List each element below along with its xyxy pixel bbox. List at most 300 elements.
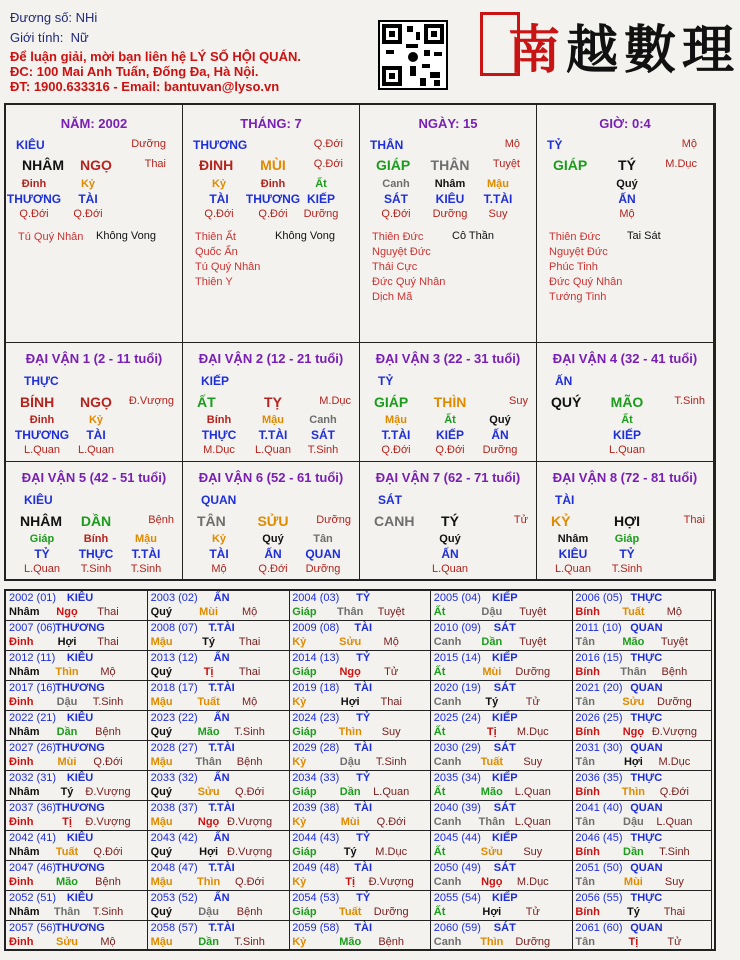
contact-line-1: Để luận giải, mời bạn liên hệ LÝ SỐ HỘI QUÁN. — [10, 49, 301, 64]
luck-period-title: ĐẠI VẬN 5 (42 - 51 tuổi) — [21, 470, 167, 485]
year-branch: Thìn — [480, 936, 504, 948]
luck-stage: Đ.Vượng — [128, 395, 174, 407]
year-god: KIẾP — [491, 712, 518, 724]
year-god: T.TÀI — [208, 802, 235, 814]
hidden-stem-god: SÁT — [384, 192, 408, 206]
luck-hidden-god: TÀI — [86, 428, 106, 442]
brand-logo — [480, 12, 740, 81]
year-label: 2032 (31) — [9, 772, 57, 784]
pillar-stage: Mộ — [504, 138, 520, 150]
year-god: TỶ — [356, 892, 371, 904]
year-branch: Hợi — [340, 696, 360, 708]
annual-cell — [289, 591, 431, 621]
year-branch: Mão — [622, 636, 645, 648]
year-stem: Bính — [575, 726, 600, 738]
hidden-stem-status: Q.Đới — [19, 208, 49, 220]
star-note: Không Vong — [275, 230, 335, 242]
year-branch: Mùi — [57, 756, 77, 768]
year-god: QUAN — [630, 742, 663, 754]
year-label: 2054 (53) — [292, 892, 340, 904]
pillar-stem-god: TỶ — [547, 138, 563, 152]
year-branch: Mùi — [199, 606, 219, 618]
year-stem: Kỷ — [292, 876, 307, 888]
year-god: KIÊU — [66, 772, 94, 784]
year-label: 2012 (11) — [9, 652, 56, 664]
annual-cell — [289, 801, 431, 831]
year-branch: Mão — [339, 936, 362, 948]
year-label: 2051 (50) — [575, 862, 623, 874]
year-stem: Kỷ — [292, 816, 307, 828]
year-stem: Bính — [575, 606, 600, 618]
luck-hidden-stem: Quý — [489, 414, 511, 426]
hidden-stem-god: THƯƠNG — [245, 192, 301, 206]
luck-hidden-status: L.Quan — [23, 563, 61, 575]
year-stage: T.Sinh — [234, 936, 265, 948]
year-god: THƯƠNG — [55, 622, 105, 634]
auspicious-star: Thiên Ất — [195, 231, 236, 243]
luck-period-4 — [537, 343, 714, 462]
luck-hidden-status: T.Sinh — [80, 563, 112, 575]
auspicious-star: Đức Quý Nhân — [372, 276, 446, 288]
annual-cell — [289, 651, 431, 681]
year-stem: Bính — [575, 906, 600, 918]
year-stage: Tử — [384, 666, 399, 678]
hidden-stem-god: THƯƠNG — [6, 192, 62, 206]
luck-hidden-status: L.Quan — [608, 444, 646, 456]
luck-hidden-status: L.Quan — [23, 444, 61, 456]
year-label: 2010 (09) — [433, 622, 481, 634]
year-god: SÁT — [493, 742, 516, 754]
year-god: THỰC — [630, 832, 663, 844]
star-note: Cô Thần — [452, 230, 494, 242]
year-stage: Tử — [525, 696, 540, 708]
luck-heavenly-stem: CANH — [374, 513, 415, 529]
annual-cell — [148, 861, 290, 891]
year-branch: Tý — [485, 696, 499, 708]
year-stem: Ất — [433, 846, 446, 858]
year-god: TÀI — [354, 862, 373, 874]
year-stage: Q.Đới — [234, 876, 265, 888]
year-branch: Thân — [53, 906, 81, 918]
annual-cell — [289, 771, 431, 801]
contact-address: ĐC: 100 Mai Anh Tuấn, Đống Đa, Hà Nội. — [10, 64, 259, 79]
year-label: 2029 (28) — [292, 742, 340, 754]
year-stem: Mậu — [150, 876, 173, 888]
year-stem: Giáp — [292, 606, 317, 618]
luck-hidden-stem: Giáp — [614, 533, 640, 545]
luck-hidden-stem: Ất — [621, 414, 633, 426]
luck-earthly-branch: HỢI — [614, 513, 640, 529]
hidden-stem-status: Q.Đới — [381, 208, 411, 220]
year-god: QUAN — [630, 622, 663, 634]
auspicious-star: Tú Quý Nhân — [18, 231, 84, 243]
year-stage: T.Sinh — [92, 696, 124, 708]
luck-period-2 — [183, 343, 360, 462]
year-label: 2025 (24) — [433, 712, 481, 724]
year-stem: Quý — [150, 906, 172, 918]
annual-cell — [572, 891, 712, 921]
qr-code-icon — [378, 20, 448, 90]
year-branch: Mùi — [623, 876, 643, 888]
year-stage: T.Sinh — [92, 906, 124, 918]
year-god: THỰC — [630, 892, 663, 904]
hidden-stem-god: T.TÀI — [483, 192, 513, 206]
year-god: KIẾP — [491, 772, 518, 784]
year-label: 2053 (52) — [150, 892, 198, 904]
year-branch: Thân — [337, 606, 364, 618]
annual-cell — [6, 861, 148, 891]
annual-cell — [572, 771, 712, 801]
year-stage: Tuyệt — [660, 636, 688, 648]
year-stage: L.Quan — [514, 786, 551, 798]
year-label: 2057 (56) — [9, 922, 57, 934]
pillar-stage: Q.Đới — [313, 138, 343, 150]
luck-stem-god: TÀI — [555, 493, 575, 507]
auspicious-star: Dịch Mã — [372, 291, 413, 303]
year-stem: Quý — [150, 666, 172, 678]
luck-hidden-status: L.Quan — [77, 444, 115, 456]
year-label: 2018 (17) — [150, 682, 198, 694]
luck-period-8 — [537, 462, 714, 581]
year-label: 2004 (03) — [292, 592, 340, 604]
year-god: THƯƠNG — [55, 922, 105, 934]
year-branch: Hợi — [57, 636, 77, 648]
annual-cell — [148, 771, 290, 801]
luck-period-title: ĐẠI VẬN 4 (32 - 41 tuổi) — [552, 351, 698, 366]
year-label: 2037 (36) — [9, 802, 57, 814]
year-branch: Mùi — [340, 816, 360, 828]
annual-cell — [148, 681, 290, 711]
luck-heavenly-stem: BÍNH — [20, 394, 55, 410]
annual-cell — [572, 591, 712, 621]
year-stem: Nhâm — [9, 726, 40, 738]
annual-cell — [431, 711, 573, 741]
annual-cell — [6, 831, 148, 861]
year-branch: Dậu — [623, 816, 644, 828]
annual-cell — [289, 831, 431, 861]
luck-heavenly-stem: ẤT — [197, 394, 216, 410]
year-branch: Sửu — [622, 696, 645, 708]
year-branch: Thân — [195, 756, 222, 768]
year-stage: Bệnh — [378, 936, 405, 948]
auspicious-star: Nguyệt Đức — [549, 246, 608, 258]
annual-cell — [148, 921, 290, 951]
year-branch: Hợi — [623, 756, 643, 768]
luck-hidden-status: T.Sinh — [307, 444, 339, 456]
year-branch: Dần — [198, 936, 219, 948]
year-stem: Nhâm — [9, 786, 40, 798]
year-stem: Tân — [575, 756, 595, 768]
luck-hidden-status: L.Quan — [431, 563, 469, 575]
year-stem: Quý — [150, 726, 172, 738]
year-branch: Dần — [481, 636, 503, 648]
annual-cell — [431, 651, 573, 681]
year-branch: Tuất — [55, 846, 79, 858]
year-label: 2013 (12) — [150, 652, 198, 664]
year-god: THƯƠNG — [55, 862, 105, 874]
luck-hidden-god: ẤN — [491, 428, 509, 442]
year-stem: Đinh — [9, 936, 34, 948]
year-label: 2040 (39) — [433, 802, 481, 814]
branch-stage: M.Dục — [665, 158, 697, 170]
pillar-column-4 — [537, 105, 714, 343]
luck-period-7 — [360, 462, 537, 581]
year-label: 2059 (58) — [292, 922, 340, 934]
year-label: 2052 (51) — [9, 892, 57, 904]
year-stage: Suy — [523, 756, 543, 768]
year-stem: Canh — [433, 696, 462, 708]
auspicious-star: Thái Cực — [372, 261, 418, 273]
year-stem: Tân — [575, 816, 595, 828]
year-stage: M.Dục — [516, 726, 549, 738]
luck-hidden-status: Q.Đới — [258, 563, 288, 575]
annual-cell — [431, 741, 573, 771]
luck-hidden-status: Dưỡng — [482, 444, 518, 456]
year-god: KIÊU — [66, 592, 94, 604]
year-stage: Thai — [238, 666, 261, 678]
year-stem: Tân — [575, 636, 595, 648]
year-label: 2024 (23) — [292, 712, 340, 724]
year-label: 2028 (27) — [150, 742, 198, 754]
year-god: ẤN — [213, 712, 230, 724]
pillar-stem-god: THƯƠNG — [193, 138, 248, 152]
year-god: TỶ — [356, 652, 371, 664]
year-stage: T.Sinh — [234, 726, 265, 738]
year-branch: Tý — [343, 846, 357, 858]
year-stem: Giáp — [292, 786, 317, 798]
year-stem: Giáp — [292, 726, 317, 738]
year-branch: Ngọ — [197, 816, 220, 828]
year-branch: Sửu — [480, 846, 503, 858]
year-stage: M.Dục — [658, 756, 691, 768]
year-branch: Thìn — [621, 786, 645, 798]
hidden-stem: Ất — [315, 178, 327, 190]
year-stem: Mậu — [150, 756, 173, 768]
year-branch: Mão — [480, 786, 503, 798]
year-stage: L.Quan — [656, 816, 693, 828]
annual-cell — [289, 711, 431, 741]
year-stem: Ất — [433, 606, 446, 618]
luck-hidden-stem: Mậu — [262, 414, 284, 426]
annual-cell — [148, 621, 290, 651]
year-label: 2011 (10) — [575, 622, 622, 634]
luck-hidden-stem: Mậu — [135, 533, 157, 545]
year-branch: Tý — [60, 786, 74, 798]
luck-stage: Dưỡng — [316, 514, 351, 526]
hidden-stem-status: Mộ — [619, 208, 635, 220]
hidden-stem-god: ẤN — [618, 192, 636, 206]
year-stem: Bính — [575, 666, 600, 678]
heavenly-stem: NHÂM — [22, 157, 64, 173]
year-label: 2006 (05) — [575, 592, 623, 604]
pillar-stage: Dưỡng — [131, 138, 166, 150]
year-branch: Dần — [623, 846, 644, 858]
luck-stage: Suy — [509, 395, 528, 407]
year-branch: Tý — [626, 906, 640, 918]
luck-period-title: ĐẠI VẬN 1 (2 - 11 tuổi) — [25, 351, 163, 366]
year-god: KIÊU — [66, 712, 94, 724]
year-label: 2003 (02) — [150, 592, 198, 604]
year-stem: Nhâm — [9, 846, 40, 858]
hidden-stem: Nhâm — [434, 178, 466, 190]
hidden-stem: Đinh — [21, 178, 47, 190]
year-stage: Q.Đới — [376, 816, 406, 828]
year-stage: Mộ — [100, 666, 116, 678]
year-stage: L.Quan — [514, 816, 551, 828]
luck-hidden-status: Dưỡng — [305, 563, 341, 575]
year-stage: Thai — [238, 636, 261, 648]
luck-hidden-status: Q.Đới — [381, 444, 411, 456]
annual-cell — [289, 741, 431, 771]
year-stage: Tuyệt — [377, 606, 405, 618]
year-branch: Mùi — [482, 666, 502, 678]
year-label: 2016 (15) — [575, 652, 623, 664]
luck-hidden-god: THỰC — [78, 547, 114, 561]
year-god: TỶ — [356, 832, 371, 844]
year-label: 2049 (48) — [292, 862, 340, 874]
year-stem: Mậu — [150, 636, 173, 648]
year-branch: Ngọ — [622, 726, 645, 738]
luck-hidden-stem: Kỷ — [211, 533, 227, 545]
earthly-branch: THÂN — [430, 157, 470, 173]
year-stage: Mộ — [666, 606, 683, 618]
four-pillars-chart — [4, 103, 716, 581]
luck-hidden-stem: Quý — [262, 533, 284, 545]
year-stage: Bệnh — [95, 726, 121, 738]
year-branch: Hợi — [199, 846, 219, 858]
luck-hidden-status: L.Quan — [554, 563, 592, 575]
year-label: 2027 (26) — [9, 742, 57, 754]
year-branch: Tị — [628, 936, 639, 948]
luck-period-3 — [360, 343, 537, 462]
annual-cell — [6, 891, 148, 921]
year-god: KIÊU — [66, 832, 94, 844]
luck-stem-god: TỶ — [378, 374, 394, 388]
luck-heavenly-stem: GIÁP — [374, 394, 409, 410]
earthly-branch: TÝ — [618, 157, 636, 173]
luck-stage: Bệnh — [148, 514, 174, 526]
annual-cell — [148, 651, 290, 681]
year-stem: Canh — [433, 816, 462, 828]
year-stem: Đinh — [9, 696, 34, 708]
luck-hidden-stem: Tân — [313, 533, 333, 545]
year-stem: Tân — [575, 876, 595, 888]
year-stem: Giáp — [292, 846, 317, 858]
luck-earthly-branch: TỴ — [264, 394, 282, 410]
year-branch: Ngọ — [339, 666, 361, 678]
annual-cell — [289, 861, 431, 891]
luck-earthly-branch: TÝ — [441, 513, 459, 529]
year-god: THƯƠNG — [55, 802, 105, 814]
year-label: 2050 (49) — [433, 862, 481, 874]
pillar-title: GIỜ: 0:4 — [599, 116, 651, 131]
year-label: 2008 (07) — [150, 622, 198, 634]
annual-cell — [572, 801, 712, 831]
year-stage: Q.Đới — [93, 846, 123, 858]
year-stem: Đinh — [9, 876, 34, 888]
year-stage: Bệnh — [661, 666, 688, 678]
year-god: KIẾP — [491, 652, 518, 664]
annual-cell — [572, 621, 712, 651]
year-stage: Mộ — [100, 936, 116, 948]
luck-stem-god: SÁT — [378, 493, 402, 507]
luck-hidden-stem: Giáp — [29, 533, 55, 545]
luck-stem-god: THỰC — [24, 374, 59, 388]
year-branch: Dần — [56, 726, 78, 738]
year-stage: T.Sinh — [659, 846, 690, 858]
year-stage: Tử — [525, 906, 540, 918]
year-stem: Bính — [575, 786, 600, 798]
year-god: KIẾP — [491, 832, 518, 844]
luck-hidden-god: ẤN — [441, 547, 459, 561]
year-god: TÀI — [354, 922, 373, 934]
luck-hidden-status: M.Dục — [203, 444, 235, 456]
year-stem: Quý — [150, 846, 172, 858]
year-stage: M.Dục — [375, 846, 408, 858]
year-stage: Bệnh — [95, 876, 121, 888]
year-stem: Giáp — [292, 906, 317, 918]
hidden-stem-god: KIÊU — [435, 192, 465, 206]
year-god: QUAN — [630, 922, 663, 934]
year-god: TỶ — [356, 592, 371, 604]
year-branch: Ngọ — [481, 876, 503, 888]
year-god: TÀI — [354, 802, 373, 814]
luck-hidden-stem: Quý — [439, 533, 461, 545]
annual-cell — [289, 681, 431, 711]
auspicious-star: Phúc Tinh — [549, 261, 598, 273]
year-label: 2036 (35) — [575, 772, 623, 784]
auspicious-star: Thiên Đức — [549, 231, 601, 243]
annual-cell — [148, 711, 290, 741]
year-label: 2019 (18) — [292, 682, 340, 694]
year-label: 2044 (43) — [292, 832, 340, 844]
year-god: QUAN — [630, 682, 663, 694]
luck-period-title: ĐẠI VẬN 6 (52 - 61 tuổi) — [198, 470, 344, 485]
luck-hidden-god: KIẾP — [612, 428, 642, 442]
year-stage: T.Sinh — [375, 756, 407, 768]
year-branch: Thìn — [55, 666, 79, 678]
year-god: T.TÀI — [208, 742, 235, 754]
chart-header — [0, 0, 740, 100]
year-stem: Ất — [433, 666, 446, 678]
luck-hidden-god: THƯƠNG — [14, 428, 70, 442]
luck-period-title: ĐẠI VẬN 7 (62 - 71 tuổi) — [375, 470, 521, 485]
year-god: T.TÀI — [208, 862, 235, 874]
year-branch: Mão — [56, 876, 78, 888]
year-label: 2045 (44) — [433, 832, 481, 844]
year-label: 2014 (13) — [292, 652, 340, 664]
year-stage: Q.Đới — [234, 786, 265, 798]
year-stage: Đ.Vượng — [227, 846, 273, 858]
star-note: Không Vong — [96, 230, 156, 242]
year-stage: Dưỡng — [515, 666, 551, 678]
year-branch: Tị — [203, 666, 214, 678]
year-god: THỰC — [630, 712, 663, 724]
hidden-stem-status: Suy — [488, 208, 508, 220]
hidden-stem: Quý — [616, 178, 638, 190]
luck-hidden-stem: Ất — [444, 414, 456, 426]
luck-heavenly-stem: TÂN — [197, 513, 226, 529]
year-branch: Thìn — [338, 726, 362, 738]
year-branch: Dần — [339, 786, 361, 798]
annual-cell — [6, 681, 148, 711]
annual-cell — [148, 891, 290, 921]
year-stem: Nhâm — [9, 666, 40, 678]
annual-cell — [148, 801, 290, 831]
year-stem: Kỷ — [292, 756, 307, 768]
year-branch: Tuất — [480, 756, 503, 768]
year-stage: Suy — [523, 846, 543, 858]
